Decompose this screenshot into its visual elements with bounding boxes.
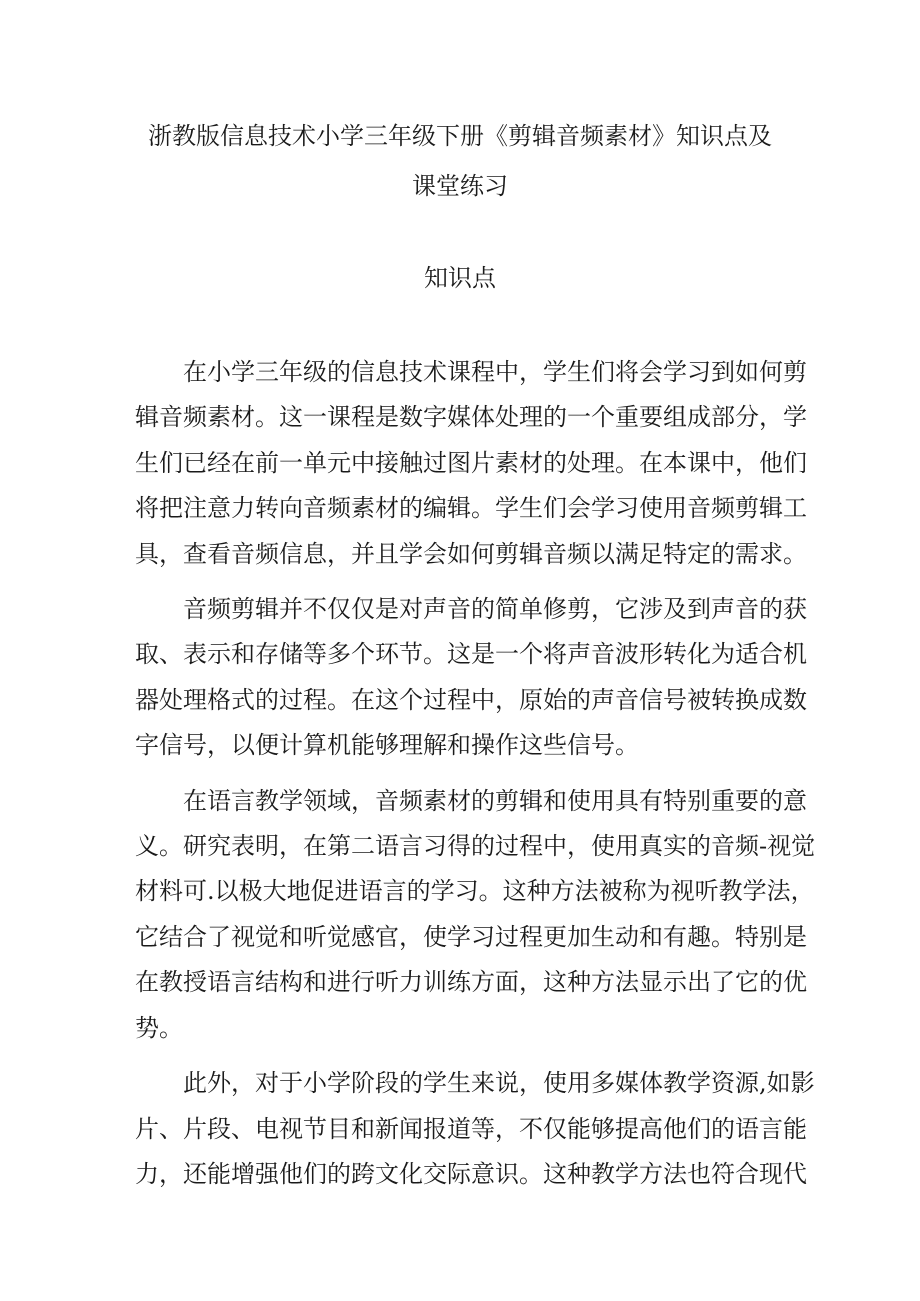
paragraph-line: 辑音频素材。这一课程是数字媒体处理的一个重要组成部分，学 — [135, 403, 807, 432]
paragraph-line: 取、表示和存储等多个环节。这是一个将声音波形转化为适合机 — [135, 640, 807, 669]
paragraph-line: 义。研究表明，在第二语言习得的过程中，使用真实的音频-视觉 — [135, 832, 816, 861]
paragraph-2 — [135, 587, 807, 769]
paragraph-line: 材料可.以极大地促进语言的学习。这种方法被称为视听教学法， — [135, 877, 815, 906]
paragraph-line: 势。 — [135, 1013, 183, 1042]
paragraph-line: 此外，对于小学阶段的学生来说，使用多媒体教学资源,如影 — [183, 1069, 815, 1098]
paragraph-line: 器处理格式的过程。在这个过程中，原始的声音信号被转换成数 — [135, 685, 807, 714]
paragraph-line: 片、片段、电视节目和新闻报道等，不仅能够提高他们的语言能 — [135, 1114, 807, 1143]
body-text — [135, 350, 816, 1197]
document-title-line-1: 浙教版信息技术小学三年级下册《剪辑音频素材》知识点及 — [148, 122, 772, 150]
paragraph-3 — [135, 779, 816, 1051]
paragraph-line: 在小学三年级的信息技术课程中，学生们将会学习到如何剪 — [183, 358, 807, 386]
paragraph-1 — [135, 350, 807, 577]
paragraph-line: 生们已经在前一单元中接触过图片素材的处理。在本课中，他们 — [135, 448, 807, 477]
paragraph-line: 它结合了视觉和听觉感官，使学习过程更加生动和有趣。特别是 — [135, 922, 807, 951]
paragraph-line: 将把注意力转向音频素材的编辑。学生们会学习使用音频剪辑工 — [135, 494, 807, 523]
paragraph-line: 字信号，以便计算机能够理解和操作这些信号。 — [135, 731, 639, 760]
paragraph-4 — [135, 1061, 815, 1197]
paragraph-line: 音频剪辑并不仅仅是对声音的简单修剪，它涉及到声音的获 — [183, 595, 807, 624]
paragraph-line: 在语言教学领域，音频素材的剪辑和使用具有特别重要的意 — [183, 786, 807, 815]
section-heading: 知识点 — [424, 264, 496, 292]
paragraph-line: 力，还能增强他们的跨文化交际意识。这种教学方法也符合现代 — [135, 1159, 807, 1188]
document-title-line-2: 课堂练习 — [412, 172, 508, 200]
paragraph-line: 在教授语言结构和进行听力训练方面，这种方法显示出了它的优 — [135, 968, 807, 997]
paragraph-line: 具，查看音频信息，并且学会如何剪辑音频以满足特定的需求。 — [135, 539, 807, 568]
